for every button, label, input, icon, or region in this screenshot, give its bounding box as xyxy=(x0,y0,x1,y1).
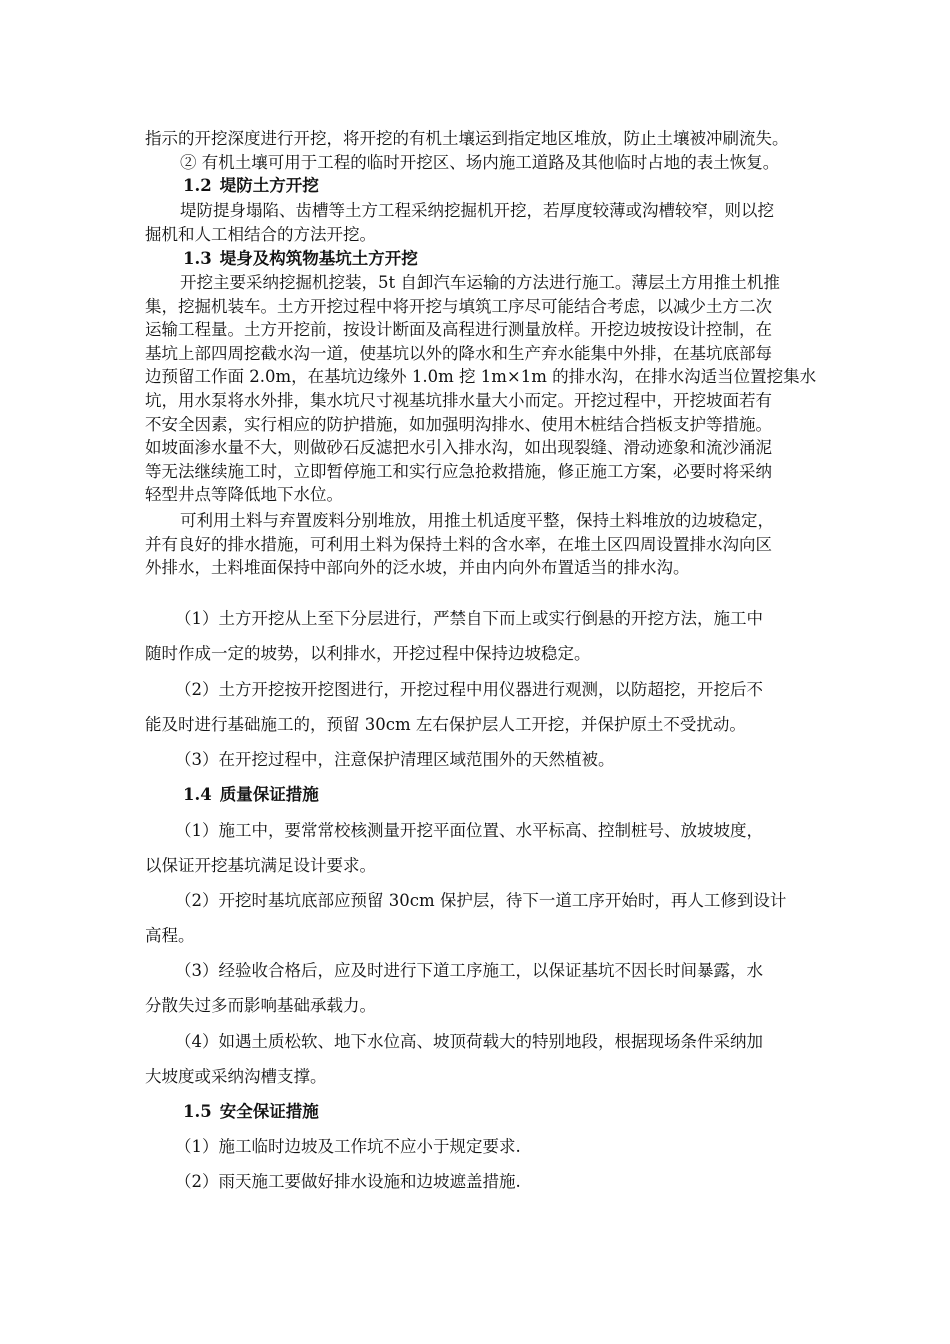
section-title: 堤防土方开挖 xyxy=(219,176,319,195)
text-line: （3）经验收合格后，应及时进行下道工序施工，以保证基坑不因长时间暴露，水 xyxy=(175,961,763,980)
section-title: 安全保证措施 xyxy=(219,1102,319,1121)
section-number: 1.4 xyxy=(183,785,212,804)
section-number: 1.5 xyxy=(183,1102,212,1121)
text-line: 并有良好的排水措施，可利用土料为保持土料的含水率，在堆土区四周设置排水沟向区 xyxy=(145,534,772,554)
section-heading-1-3 xyxy=(183,247,418,271)
section-number: 1.3 xyxy=(183,249,212,268)
list-item-1-4-4 xyxy=(145,1024,875,1094)
list-item-1-3-3: （3）在开挖过程中，注意保护清理区域范围外的天然植被。 xyxy=(175,750,615,769)
text-line: 大坡度或采纳沟槽支撑。 xyxy=(145,1067,327,1086)
text-line: 如坡面渗水量不大，则做砂石反滤把水引入排水沟，如出现裂缝、滑动迹象和流沙涌泥 xyxy=(145,438,772,458)
section-heading-1-2 xyxy=(183,174,319,198)
text-line: 开挖主要采纳挖掘机挖装，5t 自卸汽车运输的方法进行施工。薄层土方用推土机推 xyxy=(180,273,780,292)
paragraph-soil-stockpile xyxy=(145,509,875,580)
text-line: （2）土方开挖按开挖图进行，开挖过程中用仪器进行观测，以防超挖，开挖后不 xyxy=(175,680,763,699)
text-line: 不安全因素，实行相应的防护措施，如加强明沟排水、使用木桩结合挡板支护等措施。 xyxy=(145,414,772,434)
list-item-1-4-3 xyxy=(145,953,875,1023)
intro-line-2: ② 有机土壤可用于工程的临时开挖区、场内施工道路及其他临时占地的表土恢复。 xyxy=(180,153,780,172)
section-title: 质量保证措施 xyxy=(219,785,319,804)
text-line: 等无法继续施工时，立即暂停施工和实行应急抢救措施，修正施工方案，必要时将采纳 xyxy=(145,461,772,481)
text-line: 以保证开挖基坑满足设计要求。 xyxy=(145,856,376,875)
list-item-1-4-2 xyxy=(145,883,875,953)
text-line: 外排水，土料堆面保持中部向外的泛水坡，并由内向外布置适当的排水沟。 xyxy=(145,558,690,578)
list-item-1-4-1 xyxy=(145,813,875,883)
text-line: 运输工程量。土方开挖前，按设计断面及高程进行测量放样。开挖边坡按设计控制，在 xyxy=(145,320,772,340)
text-line: 集，挖掘机装车。土方开挖过程中将开挖与填筑工序尽可能结合考虑，以减少土方二次 xyxy=(145,296,772,316)
text-line: （2）开挖时基坑底部应预留 30cm 保护层，待下一道工序开始时，再人工修到设计 xyxy=(175,891,787,910)
list-item-1-3-1 xyxy=(145,601,875,671)
section-heading-1-5 xyxy=(183,1100,319,1124)
section-heading-1-4 xyxy=(183,783,319,807)
section-title: 堤身及构筑物基坑土方开挖 xyxy=(219,249,418,268)
text-line: 堤防提身塌陷、齿槽等土方工程采纳挖掘机开挖，若厚度较薄或沟槽较窄，则以挖 xyxy=(180,201,774,220)
text-line: 掘机和人工相结合的方法开挖。 xyxy=(145,224,376,244)
paragraph-embankment-excavation xyxy=(145,199,875,246)
paragraph-foundation-excavation xyxy=(145,271,875,507)
intro-line-1: 指示的开挖深度进行开挖，将开挖的有机土壤运到指定地区堆放，防止土壤被冲刷流失。 xyxy=(145,129,789,148)
text-line: 可利用土料与弃置废料分别堆放，用推土机适度平整，保持土料堆放的边坡稳定， xyxy=(180,511,774,530)
text-line: 边预留工作面 2.0m，在基坑边缘外 1.0m 挖 1m×1m 的排水沟，在排水沟适当位置挖集水 xyxy=(145,367,817,387)
list-item-1-5-1: （1）施工临时边坡及工作坑不应小于规定要求. xyxy=(175,1137,521,1156)
text-line: 轻型井点等降低地下水位。 xyxy=(145,485,343,505)
text-line: 随时作成一定的坡势，以利排水，开挖过程中保持边坡稳定。 xyxy=(145,644,591,663)
text-line: 高程。 xyxy=(145,926,195,945)
text-line: 坑，用水泵将水外排，集水坑尺寸视基坑排水量大小而定。开挖过程中，开挖坡面若有 xyxy=(145,390,772,410)
text-line: 能及时进行基础施工的，预留 30cm 左右保护层人工开挖，并保护原土不受扰动。 xyxy=(145,715,746,734)
text-line: （1）施工中，要常常校核测量开挖平面位置、水平标高、控制桩号、放坡坡度， xyxy=(175,821,763,840)
text-line: （4）如遇土质松软、地下水位高、坡顶荷载大的特别地段，根据现场条件采纳加 xyxy=(175,1032,763,1051)
list-item-1-5-2: （2）雨天施工要做好排水设施和边坡遮盖措施. xyxy=(175,1172,521,1191)
text-line: （1）土方开挖从上至下分层进行，严禁自下而上或实行倒悬的开挖方法，施工中 xyxy=(175,609,763,628)
list-item-1-3-2 xyxy=(145,672,875,742)
section-number: 1.2 xyxy=(183,176,212,195)
text-line: 基坑上部四周挖截水沟一道，使基坑以外的降水和生产弃水能集中外排，在基坑底部每 xyxy=(145,343,772,363)
text-line: 分散失过多而影响基础承载力。 xyxy=(145,996,376,1015)
